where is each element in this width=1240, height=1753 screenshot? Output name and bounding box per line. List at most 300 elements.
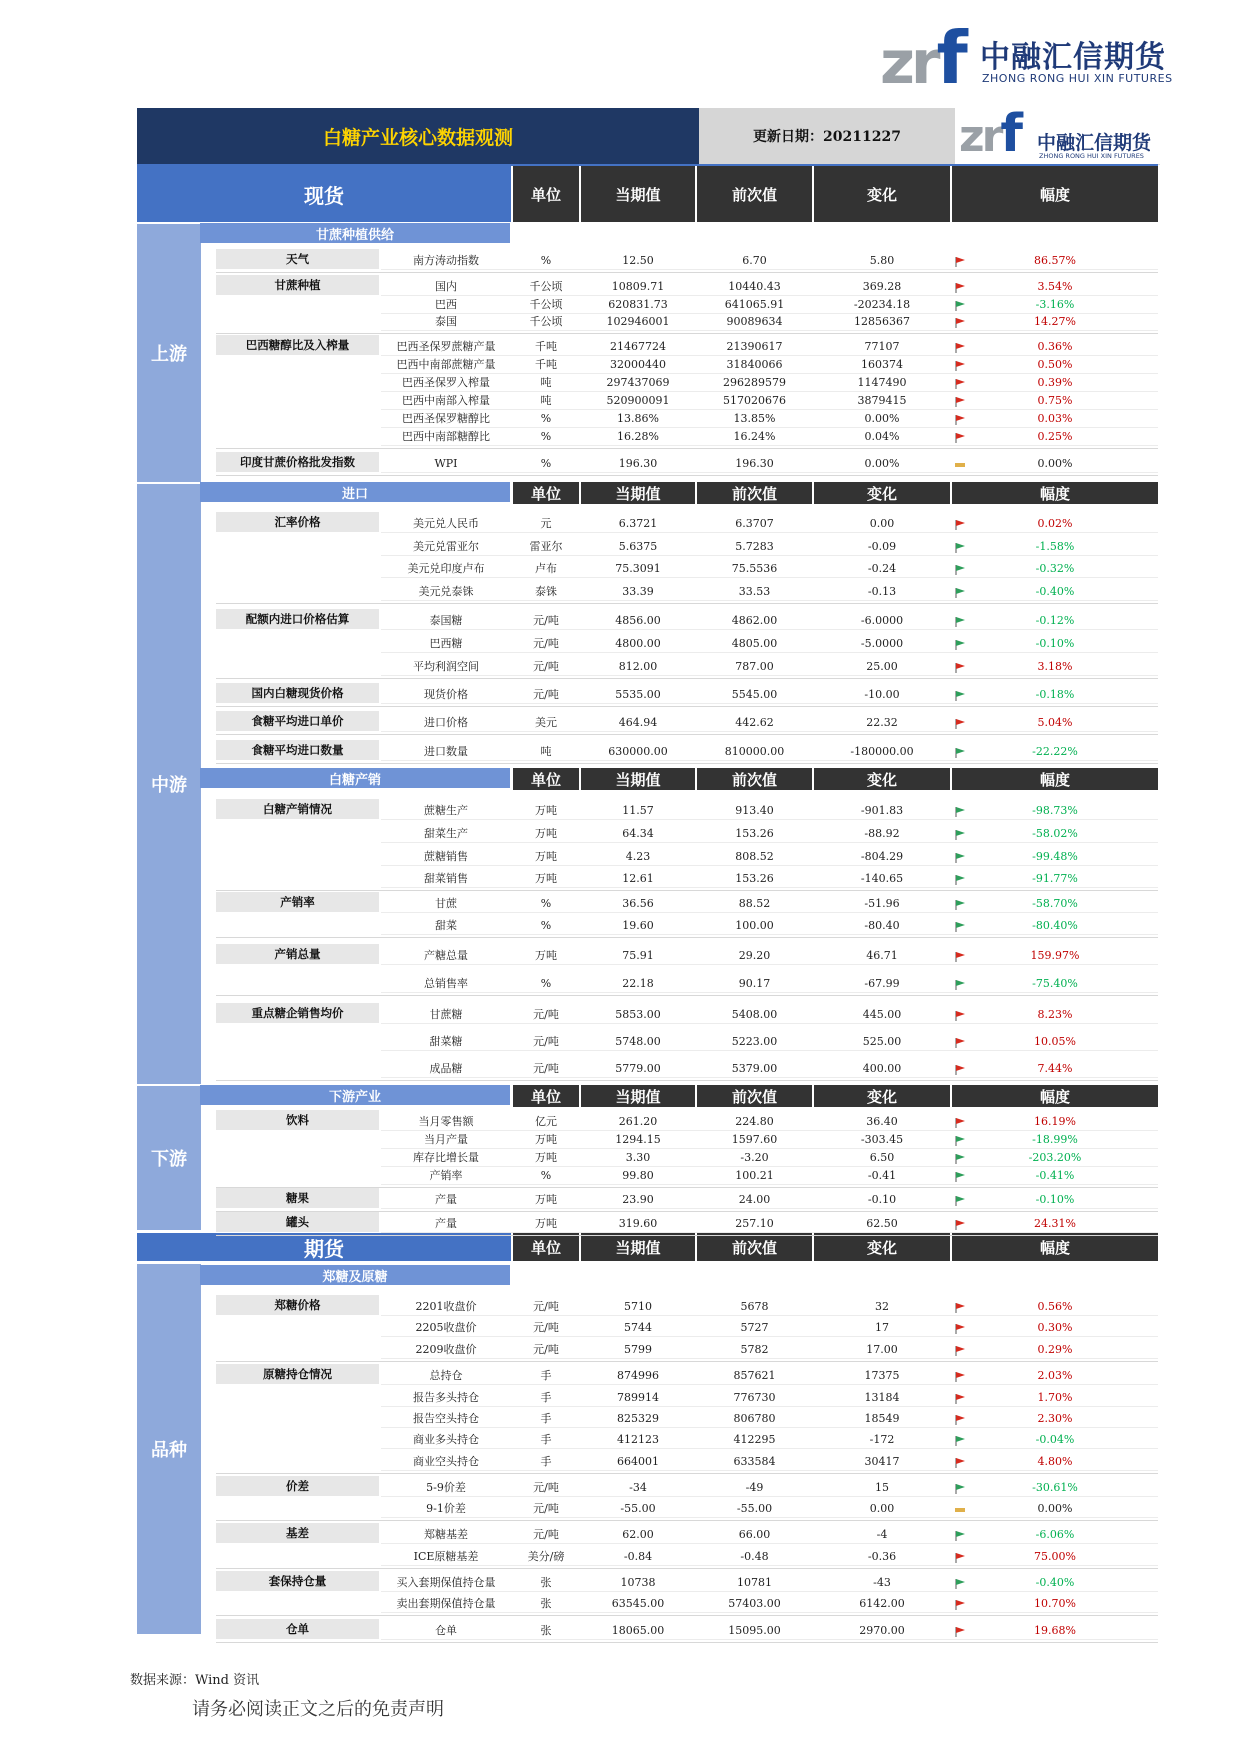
row-item: 甜菜糖 [429,1035,463,1048]
column-header-previous: 前次值 [697,1085,812,1107]
row-item: 报告多头持仓 [413,1391,479,1404]
row-change: -0.36 [867,1549,897,1563]
row-range: 4.80% [1037,1454,1073,1468]
row-range: 0.75% [1037,393,1073,407]
row-previous: 10781 [737,1575,772,1589]
row-divider [381,269,1158,270]
row-previous: 153.26 [735,871,774,885]
row-range: 3.54% [1037,279,1073,293]
row-range: -203.20% [1028,1150,1082,1164]
row-change: 6.50 [869,1150,895,1164]
row-item: 库存比增长量 [413,1151,479,1164]
table-logo [955,104,1160,165]
row-range: 8.23% [1037,1007,1073,1021]
row-range: -91.77% [1032,871,1078,885]
row-change: 12856367 [854,314,910,328]
group-divider [216,706,1158,707]
column-header-change: 变化 [814,768,950,790]
section-upstream: 上游 [137,224,201,482]
row-unit: 手 [540,1433,552,1446]
row-change: 525.00 [862,1034,902,1048]
row-current: 261.20 [618,1114,658,1128]
row-item: 国内 [435,280,457,293]
row-current: 75.91 [622,948,654,962]
row-item: 当月产量 [424,1133,468,1146]
column-header-unit: 单位 [513,768,579,790]
row-item: 南方涛动指数 [413,254,479,267]
row-range: 0.56% [1037,1299,1073,1313]
column-header-current: 当期值 [581,1085,695,1107]
group-divider [216,1235,1158,1236]
row-unit: 元/吨 [533,1321,559,1334]
section-variety: 品种 [137,1264,201,1634]
row-previous: 90089634 [726,314,783,328]
row-unit: 元/吨 [533,1481,559,1494]
row-unit: 元/吨 [533,614,559,627]
row-divider [381,472,1158,473]
row-change: -804.29 [860,849,904,863]
row-divider [381,1077,1158,1078]
row-range: 7.44% [1037,1061,1073,1075]
group-divider [216,937,1158,938]
row-unit: % [540,253,552,267]
row-range: -22.22% [1032,744,1078,758]
row-divider [381,1023,1158,1024]
row-divider [381,964,1158,965]
row-previous: 1597.60 [731,1132,778,1146]
column-header-current: 当期值 [581,166,695,222]
row-unit: 张 [540,1597,552,1610]
row-unit: 万吨 [535,949,557,962]
row-divider [381,1470,1158,1471]
category-label: 基差 [216,1523,379,1543]
row-previous: 29.20 [738,948,771,962]
row-range: 2.03% [1037,1368,1073,1382]
row-unit: 元/吨 [533,1343,559,1356]
row-current: 319.60 [618,1216,658,1230]
row-item: 美元兑印度卢布 [407,562,485,575]
row-previous: 5545.00 [731,687,778,701]
row-range: -0.18% [1035,687,1075,701]
row-current: 196.30 [618,456,658,470]
group-divider [216,1615,1158,1616]
row-unit: % [540,976,552,990]
row-unit: 元/吨 [533,1035,559,1048]
row-item: 泰国 [435,315,457,328]
row-previous: -55.00 [736,1501,773,1515]
row-current: 4856.00 [615,613,661,627]
row-unit: 万吨 [535,872,557,885]
row-unit: 万吨 [535,1151,557,1164]
row-divider [381,445,1158,446]
row-change: -172 [869,1432,895,1446]
data-source: 数据来源：Wind 资讯 [130,1673,260,1688]
row-previous: 4862.00 [731,613,778,627]
category-label: 套保持仓量 [216,1571,379,1591]
group-divider [216,475,1158,476]
row-change: 0.00 [869,1501,895,1515]
row-unit: 雷亚尔 [529,540,563,553]
header-spot: 现货 [137,166,511,222]
row-current: 874996 [617,1368,659,1382]
row-previous: 24.00 [738,1192,771,1206]
row-previous: 776730 [733,1390,776,1404]
row-previous: 4805.00 [731,636,778,650]
row-item: 泰国糖 [429,614,463,627]
category-label: 饮料 [216,1110,379,1130]
row-unit: 万吨 [535,804,557,817]
row-unit: % [540,456,552,470]
row-item: 仓单 [435,1624,457,1637]
row-unit: 吨 [540,394,552,407]
row-previous: 517020676 [723,393,786,407]
column-header-change: 变化 [814,1233,950,1261]
row-item: 产量 [435,1193,457,1206]
row-previous: 787.00 [735,659,774,673]
row-previous: 66.00 [738,1527,771,1541]
column-header-unit: 单位 [513,1233,579,1261]
row-current: 464.94 [618,715,658,729]
row-range: -0.10% [1035,636,1075,650]
row-previous: 196.30 [735,456,774,470]
row-range: -0.12% [1035,613,1075,627]
row-change: -4 [876,1527,888,1541]
group-divider [216,1642,1158,1643]
row-current: 5710 [624,1299,652,1313]
column-header-change: 变化 [814,166,950,222]
row-item: 现货价格 [424,688,468,701]
row-change: -180000.00 [850,744,914,758]
column-header-range: 幅度 [952,768,1158,790]
category-label: 产销率 [216,892,379,912]
row-divider [381,912,1158,913]
row-unit: 千吨 [535,340,557,353]
row-unit: 亿元 [535,1115,557,1128]
column-header-previous: 前次值 [697,768,812,790]
group-divider [216,890,1158,891]
row-change: 369.28 [862,279,902,293]
group-divider [216,678,1158,679]
row-divider [381,1336,1158,1337]
row-current: 812.00 [618,659,658,673]
row-previous: 5408.00 [731,1007,778,1021]
row-change: 17 [875,1320,889,1334]
row-unit: 元/吨 [533,688,559,701]
row-previous: 806780 [733,1411,776,1425]
group-divider [216,1080,1158,1081]
row-change: -88.92 [864,826,900,840]
row-previous: -49 [745,1480,764,1494]
logo-mark: zrf [880,16,964,100]
row-previous: 6.3707 [735,516,774,530]
row-current: 297437069 [606,375,670,389]
row-item: 甘蔗 [435,897,457,910]
row-change: 62.50 [866,1216,898,1230]
row-change: 5.80 [869,253,895,267]
column-header-change: 变化 [814,482,950,504]
row-range: 159.97% [1030,948,1080,962]
row-previous: 153.26 [735,826,774,840]
row-previous: 641065.91 [724,297,785,311]
row-divider [381,703,1158,704]
row-range: 5.04% [1037,715,1073,729]
column-header-unit: 单位 [513,482,579,504]
row-change: 13184 [864,1390,900,1404]
row-unit: 卢布 [535,562,557,575]
row-item: 美元兑泰铢 [418,585,474,598]
category-label: 价差 [216,1476,379,1496]
row-divider [381,731,1158,732]
row-previous: 412295 [733,1432,776,1446]
row-unit: 吨 [540,745,552,758]
row-current: 64.34 [622,826,654,840]
row-unit: 元/吨 [533,1062,559,1075]
row-range: -0.04% [1035,1432,1075,1446]
row-divider [381,1639,1158,1640]
subheader-zheng: 郑糖及原糖 [200,1265,510,1285]
row-change: -67.99 [864,976,900,990]
row-divider [381,934,1158,935]
row-item: 成品糖 [429,1062,463,1075]
row-range: -0.40% [1035,584,1075,598]
category-label: 产销总量 [216,944,379,964]
row-item: 报告空头持仓 [413,1412,479,1425]
category-label: 罐头 [216,1212,379,1232]
category-label: 仓单 [216,1619,379,1639]
row-divider [381,330,1158,331]
row-current: 630000.00 [608,744,668,758]
subheader-sales: 白糖产销 [200,768,510,788]
row-unit: 千公顷 [529,298,563,311]
header-futures: 期货 [137,1233,511,1261]
row-current: 412123 [617,1432,659,1446]
row-current: 23.90 [622,1192,654,1206]
row-current: 99.80 [622,1168,654,1182]
category-label: 天气 [216,249,379,269]
group-divider [216,448,1158,449]
row-current: -0.84 [623,1549,653,1563]
row-change: 18549 [864,1411,900,1425]
row-divider [381,1358,1158,1359]
row-range: 0.39% [1037,375,1073,389]
row-previous: 808.52 [735,849,774,863]
row-change: -43 [873,1575,891,1589]
category-label: 重点糖企销售均价 [216,1003,379,1023]
row-divider [381,1384,1158,1385]
category-label: 白糖产销情况 [216,799,379,819]
row-range: -0.40% [1035,1575,1075,1589]
row-range: 0.36% [1037,339,1073,353]
row-change: -5.0000 [860,636,904,650]
row-item: 5-9价差 [426,1481,466,1494]
row-divider [381,887,1158,888]
row-range: -3.16% [1035,297,1075,311]
group-divider [216,1361,1158,1362]
row-range: -58.70% [1032,896,1078,910]
row-divider [381,1232,1158,1233]
row-range: 14.27% [1034,314,1076,328]
row-unit: 元/吨 [533,1300,559,1313]
row-divider [381,652,1158,653]
row-range: -98.73% [1032,803,1078,817]
row-unit: 手 [540,1412,552,1425]
table-logo-mark: zrf [959,104,1020,164]
category-label: 甘蔗种植 [216,275,379,295]
row-range: -18.99% [1032,1132,1078,1146]
row-unit: 元/吨 [533,637,559,650]
row-unit: % [540,429,552,443]
row-previous: 100.00 [735,918,774,932]
row-previous: 15095.00 [728,1623,781,1637]
row-current: 12.50 [622,253,654,267]
row-item: 巴西圣保罗入榨量 [402,376,490,389]
row-unit: 手 [540,1455,552,1468]
disclaimer: 请务必阅读正文之后的免责声明 [192,1699,444,1720]
row-change: 0.00% [864,456,900,470]
row-item: 进口数量 [424,745,468,758]
row-previous: 5379.00 [731,1061,778,1075]
row-item: 甜菜销售 [424,872,468,885]
category-label: 食糖平均进口数量 [216,740,379,760]
row-divider [381,555,1158,556]
row-change: -80.40 [864,918,900,932]
row-previous: 90.17 [738,976,771,990]
row-current: 4.23 [625,849,651,863]
row-previous: 13.85% [733,411,776,425]
row-previous: 810000.00 [724,744,785,758]
row-change: 0.04% [864,429,900,443]
row-item: 买入套期保值持仓量 [396,1576,496,1589]
group-divider [216,1520,1158,1521]
row-change: 36.40 [866,1114,898,1128]
row-unit: 元/吨 [533,1502,559,1515]
row-item: ICE原糖基差 [413,1550,479,1563]
logo-en-name: ZHONG RONG HUI XIN FUTURES [982,72,1173,85]
row-current: 33.39 [622,584,654,598]
row-range: -80.40% [1032,918,1078,932]
row-unit: 元 [540,517,552,530]
row-previous: 88.52 [738,896,771,910]
column-header-unit: 单位 [513,166,579,222]
row-current: 12.61 [622,871,654,885]
row-item: 甜菜 [435,919,457,932]
row-unit: 元/吨 [533,660,559,673]
row-item: 总持仓 [429,1369,463,1382]
row-change: 0.00 [869,516,895,530]
row-change: 3879415 [857,393,907,407]
row-current: 63545.00 [611,1596,665,1610]
row-unit: 千吨 [535,358,557,371]
row-range: -99.48% [1032,849,1078,863]
row-change: -20234.18 [853,297,911,311]
column-header-range: 幅度 [952,482,1158,504]
row-range: 24.31% [1034,1216,1076,1230]
row-previous: 5782 [740,1342,769,1356]
row-divider [381,865,1158,866]
row-range: 0.25% [1037,429,1073,443]
row-change: -0.10 [867,1192,897,1206]
row-divider [381,1050,1158,1051]
row-divider [381,1517,1158,1518]
column-header-previous: 前次值 [697,1233,812,1261]
row-current: 1294.15 [615,1132,661,1146]
group-divider [216,995,1158,996]
row-range: 10.70% [1034,1596,1076,1610]
row-previous: 633584 [733,1454,776,1468]
row-unit: % [540,896,552,910]
row-item: 巴西 [435,298,457,311]
row-change: 77107 [864,339,900,353]
row-divider [381,600,1158,601]
row-change: 15 [875,1480,889,1494]
row-change: 2970.00 [859,1623,905,1637]
row-previous: 75.5536 [731,561,778,575]
group-divider [216,1473,1158,1474]
row-current: -55.00 [620,1501,656,1515]
table-logo-en: ZHONG RONG HUI XIN FUTURES [1039,152,1144,160]
row-change: -10.00 [864,687,900,701]
row-unit: 泰铢 [535,585,557,598]
row-current: 825329 [617,1411,659,1425]
category-label: 国内白糖现货价格 [216,683,379,703]
row-previous: -0.48 [740,1549,769,1563]
row-divider [381,1406,1158,1407]
column-header-change: 变化 [814,1085,950,1107]
row-current: -34 [629,1480,647,1494]
row-unit: % [540,918,552,932]
row-divider [381,1591,1158,1592]
category-label: 配额内进口价格估算 [216,609,379,629]
row-current: 22.18 [622,976,654,990]
row-current: 36.56 [622,896,654,910]
row-range: 1.70% [1037,1390,1073,1404]
row-previous: 33.53 [738,584,771,598]
category-label: 印度甘蔗价格批发指数 [216,452,379,472]
row-current: 5744 [624,1320,652,1334]
row-unit: 千公顷 [529,315,563,328]
column-header-current: 当期值 [581,1233,695,1261]
row-item: 美元兑雷亚尔 [413,540,479,553]
row-unit: 万吨 [535,850,557,863]
row-change: -0.41 [867,1168,897,1182]
row-previous: 224.80 [735,1114,774,1128]
row-item: 甘蔗糖 [429,1008,463,1021]
update-date: 更新日期：20211227 [699,108,955,164]
group-divider [216,333,1158,334]
subheader-cane: 甘蔗种植供给 [200,223,510,243]
row-current: 62.00 [622,1527,654,1541]
row-item: 产量 [435,1217,457,1230]
column-header-unit: 单位 [513,1085,579,1107]
row-previous: 257.10 [735,1216,774,1230]
row-range: -6.06% [1035,1527,1075,1541]
row-unit: 手 [540,1391,552,1404]
row-divider [381,1612,1158,1613]
row-range: 19.68% [1034,1623,1076,1637]
row-previous: 5727 [740,1320,769,1334]
row-current: 520900091 [606,393,670,407]
row-item: 2209收盘价 [415,1343,477,1356]
row-divider [381,842,1158,843]
category-label: 糖果 [216,1188,379,1208]
group-divider [216,763,1158,764]
group-divider [216,603,1158,604]
row-change: -901.83 [860,803,904,817]
row-unit: 万吨 [535,1217,557,1230]
row-previous: 296289579 [723,375,786,389]
group-divider [216,272,1158,273]
row-current: 32000440 [610,357,666,371]
